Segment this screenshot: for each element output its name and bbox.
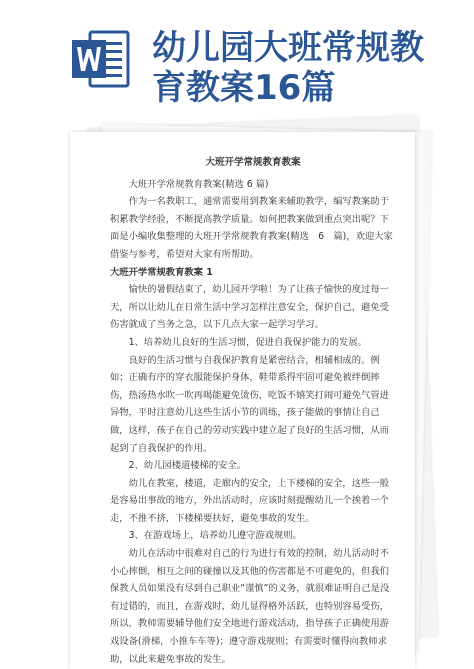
document-body (110, 154, 396, 668)
paragraph: 1、培养幼儿良好的生活习惯，促进自我保护能力的发展。 (128, 336, 367, 348)
section-heading: 大班开学常规教育教案 1 (110, 266, 213, 278)
paragraph: 幼儿在教室，楼道，走廊内的安全，上下楼梯的安全，这些一般是容易出事故的地方，外出活动时，应该时刻提醒幼儿一个挨着一个走，不推不挤，下楼梯要扶好，避免事故的发生。 (110, 477, 389, 524)
paragraph: 2、幼儿园楼道楼梯的安全。 (128, 460, 247, 472)
page-title (152, 28, 462, 108)
header (0, 0, 474, 125)
paragraph: 3、在游戏场上，培养幼儿遵守游戏规则。 (128, 530, 302, 542)
paragraph: 幼儿在活动中很难对自己的行为进行有效的控制，幼儿活动时不小心摔倒，相互之间的碰撞以及其他的伤害都是不可避免的，但我们保教人员如果没有尽到自己职业“谨慎”的义务，就很难证明自己是没有过错的，而且，在游戏时，幼儿显得格外活跃，也特别容易受伤，所以，教师需要辅导他们安全地进行游戏活动，指导孩子正确使用游戏设备(滑梯，小推车车等)；遵守游戏规则；有需要时懂得向教师求助，以此来避免事故的发生。 (110, 548, 390, 665)
title-line: 幼儿园大班常规教 (152, 28, 424, 68)
paragraph: 良好的生活习惯与自我保护教育是紧密结合，相辅相成的。例如；正确有序的穿衣服能保护身体，鞋带系得牢固可避免被绊倒摔伤，热汤热水吹一吹再喝能避免烫伤，吃饭不嬉笑打闹可避免气管进异物，平时注意幼儿这些生活小节的训练，孩子能做的事情让自己做，这样，孩子在自己的劳动实践中建立起了良好的生活习惯，从而起到了自我保护的作用。 (110, 354, 389, 454)
title-line: 育教案16篇 (152, 68, 336, 108)
paragraph: 愉快的暑假结束了，幼儿园开学啦！为了让孩子愉快的度过每一天，所以让幼儿在日常生活中学习怎样注意安全，保护自己，避免受伤害就成了当务之急，以下几点大家一起学习学习。 (110, 284, 389, 331)
document-page (70, 132, 415, 669)
paragraph: 大班开学常规教育教案(精选 6 篇) (128, 178, 269, 190)
paragraph: 作为一名教职工，通常需要用到教案来辅助教学，编写教案助于积累教学经验，不断提高教学质量。如何把教案做到重点突出呢？下面是小编收集整理的大班开学常规教育教案(精选 6 篇)，欢迎大家借鉴与参考，希望对大家有所帮助。 (110, 196, 393, 260)
word-icon (70, 28, 132, 90)
document-title: 大班开学常规教育教案 (205, 157, 301, 168)
